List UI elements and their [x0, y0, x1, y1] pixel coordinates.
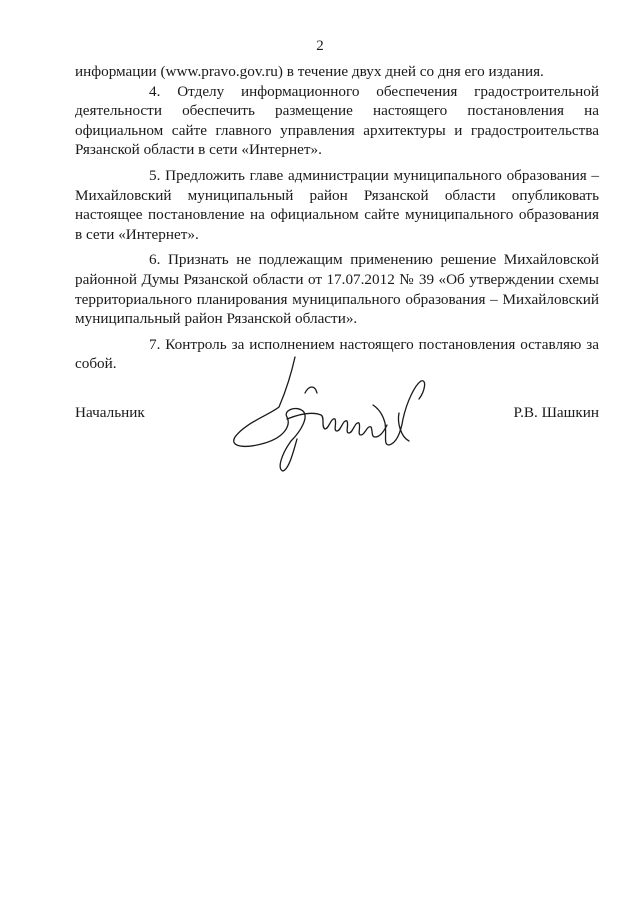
paragraph-continuation [75, 62, 599, 82]
paragraph-text: Контроль за исполнением настоящего постановления оставляю за собой. [75, 335, 599, 373]
paragraph-number: 6. [149, 251, 161, 269]
paragraph-6 [75, 250, 599, 328]
paragraph-5 [75, 166, 599, 244]
paragraph-text: Признать не подлежащим применению решение Михайловской районной Думы Рязанской области от 17.07.2012 № 39 «Об утверждении схемы территориального планирования муниципального образования – Михайловский муниципальный район Рязанской области». [75, 251, 600, 328]
document-body [75, 62, 599, 374]
paragraph-text: Предложить главе администрации муниципального образования – Михайловский муниципальный район Рязанской области опубликовать настоящее постановление на официальном сайте муниципального образования в сети «Интернет». [75, 166, 600, 243]
signatory-title: Начальник [75, 404, 145, 421]
signature-block [75, 404, 599, 424]
paragraph-text: информации (www.pravo.gov.ru) в течение двух дней со дня его издания. [75, 63, 544, 80]
paragraph-number: 7. [149, 335, 161, 353]
signatory-name: Р.В. Шашкин [513, 404, 599, 421]
paragraph-4 [75, 82, 599, 160]
paragraph-text: Отделу информационного обеспечения градостроительной деятельности обеспечить размещение настоящего постановления на официальном сайте главного управления архитектуры и градостроительства Рязанской области в сети «Интернет». [75, 82, 599, 159]
paragraph-number: 4. [149, 82, 161, 100]
paragraph-number: 5. [149, 166, 161, 184]
page-number: 2 [316, 38, 324, 54]
